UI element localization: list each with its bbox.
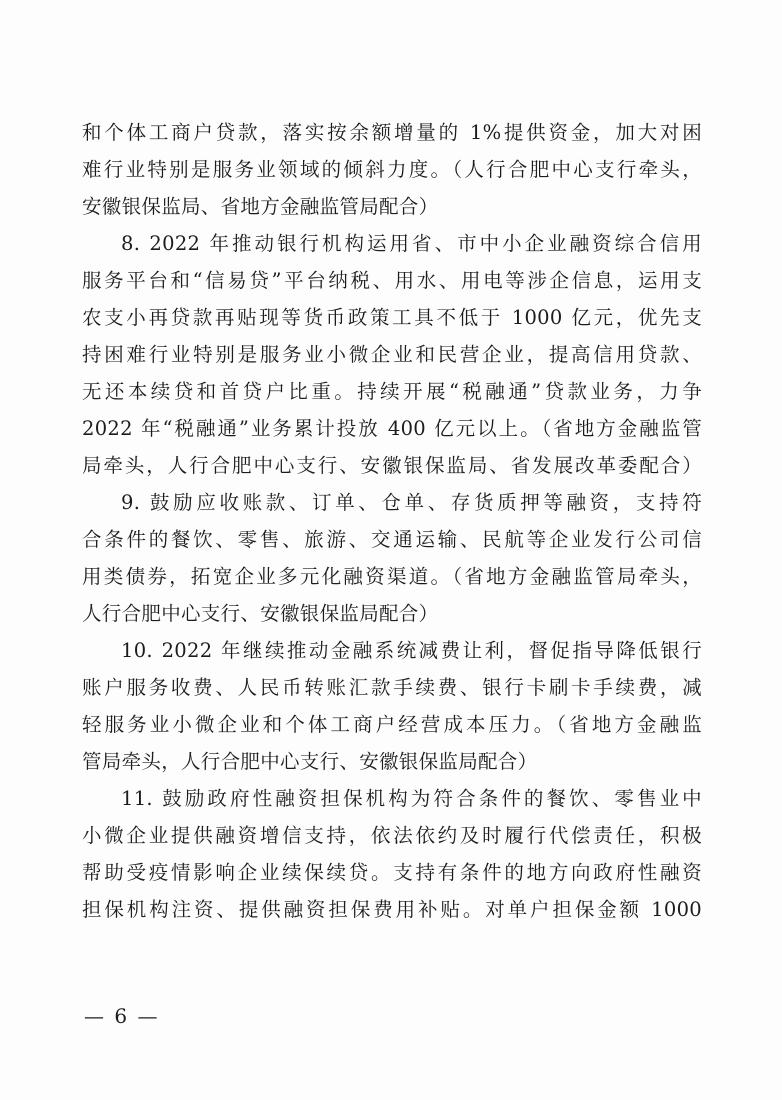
text-line: 2022 年“税融通”业务累计投放 400 亿元以上。（省地方金融监管 — [82, 417, 702, 440]
text-line: 轻服务业小微企业和个体工商户经营成本压力。（省地方金融监 — [82, 713, 702, 736]
text-line: 局牵头，人行合肥中心支行、安徽银保监局、省发展改革委配合） — [82, 454, 702, 477]
text-line: 服务平台和“信易贷”平台纳税、用水、用电等涉企信息，运用支 — [82, 269, 702, 292]
page-number: — 6 — — [84, 1004, 160, 1028]
text-line: 担保机构注资、提供融资担保费用补贴。对单户担保金额 1000 — [82, 898, 702, 921]
text-line: 持困难行业特别是服务业小微企业和民营企业，提高信用贷款、 — [82, 343, 702, 366]
text-line: 和个体工商户贷款，落实按余额增量的 1%提供资金，加大对困 — [82, 121, 702, 144]
text-line: 用类债券，拓宽企业多元化融资渠道。（省地方金融监管局牵头， — [82, 565, 702, 588]
text-line: 人行合肥中心支行、安徽银保监局配合） — [82, 602, 439, 625]
text-line: 账户服务收费、人民币转账汇款手续费、银行卡刷卡手续费，减 — [82, 676, 702, 699]
text-line: 小微企业提供融资增信支持，依法依约及时履行代偿责任，积极 — [82, 824, 702, 847]
text-line: 无还本续贷和首贷户比重。持续开展“税融通”贷款业务，力争 — [82, 380, 702, 403]
text-line: 安徽银保监局、省地方金融监管局配合） — [82, 195, 439, 218]
text-line: 帮助受疫情影响企业续保续贷。支持有条件的地方向政府性融资 — [82, 861, 702, 884]
text-line: 农支小再贷款再贴现等货币政策工具不低于 1000 亿元，优先支 — [82, 306, 702, 329]
text-line: 合条件的餐饮、零售、旅游、交通运输、民航等企业发行公司信 — [82, 528, 702, 551]
paragraph-10-start: 10. 2022 年继续推动金融系统减费让利，督促指导降低银行 — [121, 639, 702, 662]
text-line: 管局牵头，人行合肥中心支行、安徽银保监局配合） — [82, 750, 538, 773]
paragraph-11-start: 11. 鼓励政府性融资担保机构为符合条件的餐饮、零售业中 — [121, 787, 702, 810]
paragraph-9-start: 9. 鼓励应收账款、订单、仓单、存货质押等融资，支持符 — [121, 491, 702, 514]
text-line: 难行业特别是服务业领域的倾斜力度。（人行合肥中心支行牵头， — [82, 158, 702, 181]
body-text — [82, 114, 702, 928]
paragraph-8-start: 8. 2022 年推动银行机构运用省、市中小企业融资综合信用 — [121, 232, 702, 255]
